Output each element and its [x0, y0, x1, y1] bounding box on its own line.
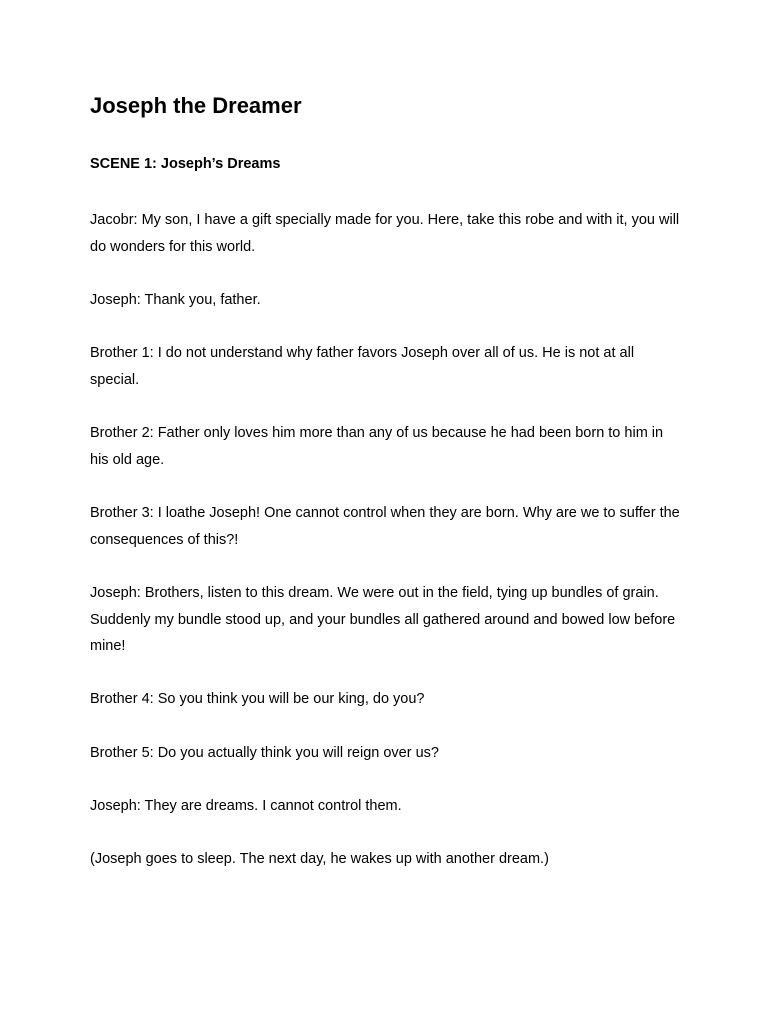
dialogue-line-brother-5: Brother 5: Do you actually think you will reign over us? — [90, 744, 439, 761]
dialogue-line-joseph-dream: Joseph: Brothers, listen to this dream. We were out in the field, tying up bundles of grain. Suddenly my bundle stood up, and your bundles all gathered around and bowed low before mine! — [90, 584, 676, 655]
dialogue-line-joseph-reply: Joseph: They are dreams. I cannot control them. — [90, 797, 402, 814]
dialogue-line-brother-4: Brother 4: So you think you will be our king, do you? — [90, 691, 425, 708]
dialogue-line-joseph: Joseph: Thank you, father. — [90, 291, 261, 308]
dialogue-line-jacob: Jacobr: My son, I have a gift specially made for you. Here, take this robe and with it, you will do wonders for this world. — [90, 212, 680, 255]
dialogue-line-brother-3: Brother 3: I loathe Joseph! One cannot control when they are born. Why are we to suffer the consequences of this?! — [90, 504, 680, 548]
page-title: Joseph the Dreamer — [90, 93, 302, 118]
scene-heading: SCENE 1: Joseph’s Dreams — [90, 156, 281, 172]
stage-direction: (Joseph goes to sleep. The next day, he wakes up with another dream.) — [90, 851, 549, 868]
dialogue-line-brother-1: Brother 1: I do not understand why father favors Joseph over all of us. He is not at all special. — [90, 345, 635, 388]
dialogue-line-brother-2: Brother 2: Father only loves him more than any of us because he had been born to him in his old age. — [90, 425, 664, 468]
